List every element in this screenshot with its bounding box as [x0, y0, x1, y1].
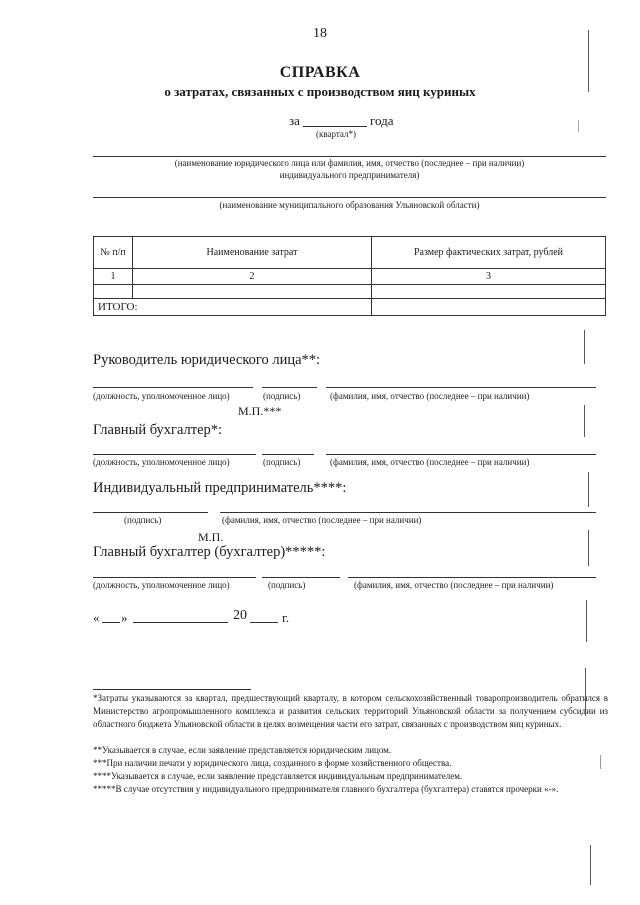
- position-caption-4: (должность, уполномоченное лицо): [93, 580, 230, 590]
- col-number-3: 3: [372, 269, 606, 285]
- signature-caption-2: (подпись): [263, 457, 301, 467]
- table-row: [94, 285, 606, 299]
- period-suffix: года: [370, 113, 394, 128]
- name-line-4[interactable]: [348, 577, 596, 578]
- col-number-1: 1: [94, 269, 133, 285]
- entrepreneur-label: Индивидуальный предприниматель****:: [93, 480, 347, 496]
- table-cell[interactable]: [372, 285, 606, 299]
- header-cost-amount: Размер фактических затрат, рублей: [372, 237, 606, 269]
- document-title: СПРАВКА: [279, 64, 361, 81]
- name-caption-3: (фамилия, имя, отчество (последнее – при наличии): [222, 515, 422, 525]
- signature-caption-4: (подпись): [268, 580, 306, 590]
- footnote-1: *Затраты указываются за квартал, предшествующий кварталу, в котором сельскохозяйственный товаропроизводитель обратился в Министерство агропромышленного комплекса и развития сельских территорий Ульяновской области за получением субсидии из областного бюджета Ульяновской области в целях возмещения части его затрат, связанных с производством яиц куриных.: [93, 693, 608, 729]
- chief-accountant-1-label: Главный бухгалтер*:: [93, 422, 223, 438]
- scan-mark: [590, 845, 591, 885]
- signature-line-4[interactable]: [262, 577, 340, 578]
- scan-mark: [586, 600, 587, 642]
- scan-mark: [588, 30, 589, 92]
- total-value[interactable]: [372, 299, 606, 316]
- table-cell[interactable]: [133, 285, 372, 299]
- entity-name-caption-2: индивидуального предпринимателя): [279, 170, 420, 180]
- name-caption-4: (фамилия, имя, отчество (последнее – при наличии): [354, 580, 554, 590]
- signature-caption-3: (подпись): [124, 515, 162, 525]
- date-month-blank[interactable]: [133, 622, 228, 623]
- name-line-2[interactable]: [326, 454, 596, 455]
- signature-line-1[interactable]: [262, 387, 317, 388]
- municipality-caption: (наименование муниципального образования Ульяновской области): [219, 200, 480, 210]
- name-caption-2: (фамилия, имя, отчество (последнее – при наличии): [330, 457, 530, 467]
- chief-accountant-2-label: Главный бухгалтер (бухгалтер)*****:: [93, 544, 326, 560]
- header-cost-name: Наименование затрат: [133, 237, 372, 269]
- page-number: 18: [313, 26, 327, 41]
- position-line-1[interactable]: [93, 387, 253, 388]
- date-open-quote: «: [93, 610, 100, 625]
- signature-line-3[interactable]: [93, 512, 208, 513]
- stamp-mark-2: М.П.: [198, 530, 224, 544]
- position-line-2[interactable]: [93, 454, 256, 455]
- date-year-prefix: 20: [233, 608, 247, 623]
- total-label: ИТОГО:: [94, 299, 372, 316]
- scan-mark: [578, 120, 579, 132]
- position-line-4[interactable]: [93, 577, 256, 578]
- table-cell[interactable]: [94, 285, 133, 299]
- period-prefix: за: [289, 113, 300, 128]
- document-subtitle: о затратах, связанных с производством яиц куриных: [164, 84, 476, 99]
- scan-mark: [588, 530, 589, 566]
- scan-mark: [584, 405, 585, 437]
- scan-mark: [600, 755, 601, 769]
- date-year-blank[interactable]: [250, 622, 278, 623]
- period-caption: (квартал*): [316, 129, 356, 139]
- costs-table: [93, 236, 606, 316]
- municipality-line[interactable]: [93, 197, 606, 198]
- period-blank[interactable]: [303, 126, 367, 127]
- entity-name-caption: (наименование юридического лица или фамилия, имя, отчество (последнее – при наличии): [174, 158, 525, 168]
- stamp-mark-1: М.П.***: [238, 404, 282, 418]
- signature-line-2[interactable]: [262, 454, 314, 455]
- footnote-separator: [93, 689, 251, 690]
- head-legal-label: Руководитель юридического лица**:: [93, 352, 321, 368]
- position-caption-2: (должность, уполномоченное лицо): [93, 457, 230, 467]
- signature-caption-1: (подпись): [263, 391, 301, 401]
- footnote-4: ****Указывается в случае, если заявление представляется индивидуальным предпринимателем.: [93, 771, 463, 781]
- date-close-quote: »: [121, 610, 128, 625]
- total-row: [94, 299, 606, 316]
- footnote-2: **Указывается в случае, если заявление представляется юридическим лицом.: [93, 745, 392, 755]
- name-caption-1: (фамилия, имя, отчество (последнее – при наличии): [330, 391, 530, 401]
- position-caption-1: (должность, уполномоченное лицо): [93, 391, 230, 401]
- footnote-3: ***При наличии печати у юридического лица, созданного в форме хозяйственного общества.: [93, 758, 452, 768]
- date-day-blank[interactable]: [102, 622, 120, 623]
- scan-mark: [584, 330, 585, 364]
- scan-mark: [588, 472, 589, 507]
- name-line-1[interactable]: [326, 387, 596, 388]
- name-line-3[interactable]: [220, 512, 596, 513]
- header-number: № п/п: [94, 237, 133, 269]
- footnote-5: *****В случае отсутствия у индивидуального предпринимателя главного бухгалтера (бухгалтера) ставятся прочерки «-».: [93, 784, 559, 794]
- scan-mark: [585, 668, 586, 716]
- date-year-suffix: г.: [282, 610, 290, 625]
- col-number-2: 2: [133, 269, 372, 285]
- entity-name-line[interactable]: [93, 156, 606, 157]
